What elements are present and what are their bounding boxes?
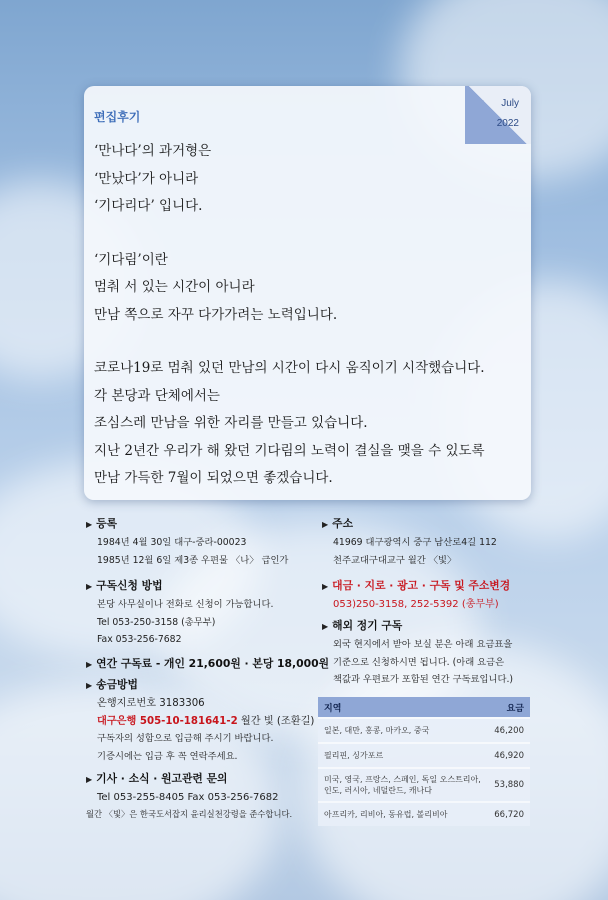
address-section — [322, 514, 497, 569]
inquiry-contact: Tel 053-255-8405 Fax 053-256-7682 — [97, 792, 279, 803]
info-line: 기증시에는 입금 후 꼭 연락주세요. — [97, 750, 238, 762]
table-row — [318, 717, 530, 742]
info-line: 책값과 우편료가 포함된 연간 구독료입니다.) — [333, 674, 514, 685]
info-line: 41969 대구광역시 중구 남산로4길 112 — [333, 537, 497, 548]
bank-account — [86, 713, 314, 731]
fee-cell: 46,920 — [494, 750, 524, 761]
annual-fee-section — [86, 654, 329, 674]
column-header-fee: 요금 — [506, 703, 524, 714]
info-line: 외국 현지에서 받아 보실 분은 아래 요금표을 — [333, 639, 513, 650]
issue-month: July — [501, 98, 519, 109]
giro-number: 온행지로번호 3183306 — [97, 698, 205, 709]
region-cell: 미국, 영국, 프랑스, 스페인, 독일 오스트리아, 인도, 러시아, 네덜란드, 캐나다 — [324, 775, 481, 795]
note-line: 멈춰 서 있는 시간이 아니라 — [94, 279, 255, 295]
triangle-bullet-icon: ▶ — [86, 520, 93, 529]
ethics-statement — [86, 806, 292, 824]
fee-cell: 53,880 — [494, 780, 524, 790]
overseas-fee-table — [318, 697, 530, 826]
table-row — [318, 767, 530, 801]
registration-section — [86, 514, 288, 569]
inquiry-section — [86, 769, 278, 807]
info-line: Tel 053-250-3158 (총무부) — [97, 616, 216, 628]
section-heading: 등록 — [96, 517, 118, 530]
note-line: 만남 가득한 7월이 되었으면 좋겠습니다. — [94, 470, 333, 486]
note-body — [94, 138, 514, 493]
table-row — [318, 801, 530, 826]
column-header-region: 지역 — [324, 703, 342, 714]
region-cell: 일본, 대만, 홍콩, 마카오, 중국 — [324, 726, 430, 735]
note-line: 만남 쪽으로 자꾸 다가가려는 노력입니다. — [94, 306, 338, 323]
section-heading: 대금 · 지로 · 광고 · 구독 및 주소변경 — [332, 579, 511, 592]
triangle-bullet-icon: ▶ — [86, 775, 93, 784]
table-row — [318, 742, 530, 767]
section-heading: 연간 구독료 - 개인 21,600원 · 본당 18,000원 — [96, 657, 330, 670]
payment-phone: 053)250-3158, 252-5392 (총무부) — [333, 599, 499, 610]
note-line: 코로나19로 멈춰 있던 만남의 시간이 다시 움직이기 시작했습니다. — [94, 360, 485, 376]
region-cell: 필리핀, 싱가포르 — [324, 751, 384, 760]
remittance-section — [86, 675, 314, 765]
info-line: 1985년 12월 6일 제3종 우편물 〈나〉 급인가 — [97, 554, 289, 566]
info-line: 본당 사무실이나 전화로 신청이 가능합니다. — [97, 599, 274, 610]
info-line: 천주교대구대교구 월간 〈빛〉 — [333, 554, 457, 566]
overseas-section — [322, 616, 513, 689]
editor-note-card — [84, 86, 531, 500]
info-line: 기준으로 신청하시면 됩니다. (아래 요금은 — [333, 656, 505, 668]
note-line: 지난 2년간 우리가 해 왔던 기다림의 노력이 결실을 맺을 수 있도록 — [94, 442, 485, 459]
issue-year: 2022 — [496, 118, 519, 129]
note-line: 각 본당과 단체에서는 — [94, 387, 220, 404]
note-line: ‘만났다’가 아니라 — [94, 170, 199, 187]
triangle-bullet-icon: ▶ — [86, 681, 93, 690]
triangle-bullet-icon: ▶ — [322, 622, 329, 631]
ethics-text: 월간 〈빛〉은 한국도서잡지 윤리실천강령을 준수합니다. — [86, 809, 293, 819]
fee-cell: 66,720 — [494, 809, 524, 820]
triangle-bullet-icon: ▶ — [86, 660, 93, 669]
section-heading: 주소 — [332, 517, 354, 530]
section-heading: 송금방법 — [96, 678, 138, 691]
note-line: ‘만나다’의 과거형은 — [94, 143, 212, 159]
fee-table-header — [318, 697, 530, 717]
fee-cell: 46,200 — [494, 725, 524, 736]
bank-account-number: 대구은행 505-10-181641-2 — [97, 715, 238, 727]
triangle-bullet-icon: ▶ — [86, 582, 93, 591]
info-line: 구독자의 성함으로 입금해 주시기 바랍니다. — [97, 733, 274, 744]
triangle-bullet-icon: ▶ — [322, 520, 329, 529]
payment-change-section — [322, 576, 510, 614]
subscribe-method-section — [86, 576, 273, 649]
section-heading: 해외 정기 구독 — [332, 619, 403, 632]
section-heading: 구독신청 방법 — [96, 579, 163, 592]
info-line: 1984년 4월 30일 대구-중라-00023 — [97, 537, 247, 548]
bank-account-holder: 월간 빛 (조환길) — [237, 715, 315, 727]
region-cell: 아프리카, 리비아, 동유럽, 볼리비아 — [324, 810, 448, 819]
triangle-bullet-icon: ▶ — [322, 582, 329, 591]
note-line: ‘기다리다’ 입니다. — [94, 198, 203, 214]
section-heading: 기사 · 소식 · 원고관련 문의 — [96, 772, 228, 785]
info-line: Fax 053-256-7682 — [97, 634, 182, 645]
note-line: 조심스레 만남을 위한 자리를 만들고 있습니다. — [94, 415, 368, 431]
note-title: 편집후기 — [94, 110, 141, 124]
note-line: ‘기다림’이란 — [94, 251, 168, 268]
issue-date — [497, 94, 519, 134]
